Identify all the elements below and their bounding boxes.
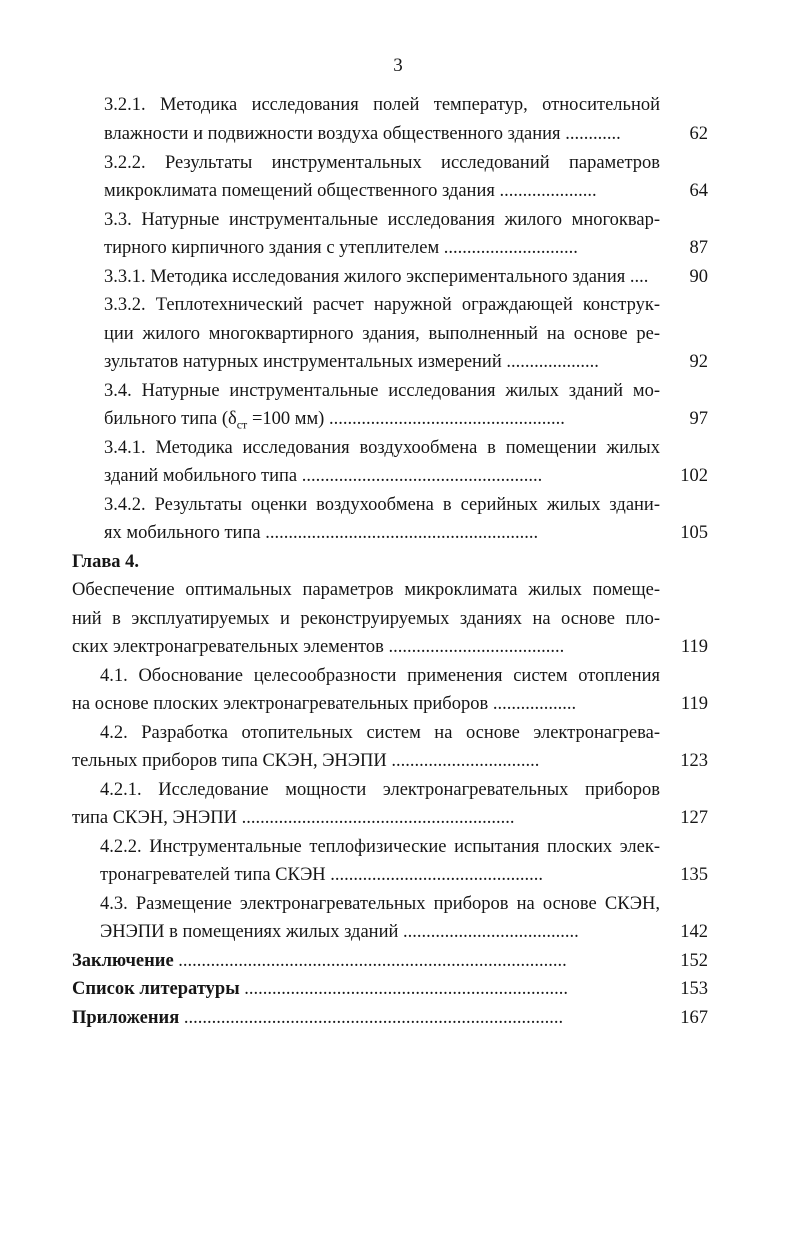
toc-page: 167 (680, 1008, 708, 1028)
toc-line-conclusion (72, 949, 567, 973)
toc-line: 3.4. Натурные инструментальные исследования жилых зданий мо- (104, 381, 660, 401)
toc-line: 3.4.1. Методика исследования воздухообмена в помещении жилых (104, 438, 660, 458)
toc-line: 4.1. Обоснование целесообразности применения систем отопления (100, 666, 660, 686)
toc-line: Обеспечение оптимальных параметров микроклимата жилых помеще- (72, 580, 660, 600)
toc-page: 127 (680, 808, 708, 828)
toc-line: 4.2. Разработка отопительных систем на основе электронагрева- (100, 723, 660, 743)
toc-line: тирного кирпичного здания с утеплителем ............................. (104, 238, 578, 258)
toc-page: 119 (680, 637, 708, 657)
toc-text: Список литературы (72, 979, 240, 999)
toc-line: влажности и подвижности воздуха общественного здания ............ (104, 124, 621, 144)
toc-text: бильного типа (δ (104, 409, 237, 429)
toc-line: микроклимата помещений общественного здания ..................... (104, 181, 597, 201)
toc-line: 3.2.1. Методика исследования полей температур, относительной (104, 95, 660, 115)
toc-line: ях мобильного типа ........................................................... (104, 523, 539, 543)
toc-line-references (72, 977, 568, 1001)
toc-page: 64 (689, 181, 708, 201)
toc-line: 3.2.2. Результаты инструментальных исследований параметров (104, 153, 660, 173)
toc-text: Приложения (72, 1008, 180, 1028)
toc-line: 4.2.2. Инструментальные теплофизические испытания плоских элек- (100, 837, 660, 857)
toc-page: 153 (680, 979, 708, 999)
toc-line-appendices (72, 1006, 563, 1030)
toc-page: 119 (680, 694, 708, 714)
toc-page: 123 (680, 751, 708, 771)
page-number: 3 (393, 55, 403, 76)
toc-page: 142 (680, 922, 708, 942)
toc-page: 90 (689, 267, 708, 287)
toc-page: 102 (680, 466, 708, 486)
toc-page: 92 (689, 352, 708, 372)
toc-page: 135 (680, 865, 708, 885)
toc-line: 4.3. Размещение электронагревательных приборов на основе СКЭН, (100, 894, 660, 914)
toc-line: на основе плоских электронагревательных приборов .................. (72, 694, 577, 714)
toc-line: 3.3. Натурные инструментальные исследования жилого многоквар- (104, 210, 660, 230)
toc-line: типа СКЭН, ЭНЭПИ ........................................................... (72, 808, 515, 828)
toc-line: 3.3.2. Теплотехнический расчет наружной ограждающей конструк- (104, 295, 660, 315)
toc-line: тронагревателей типа СКЭН .............................................. (100, 865, 544, 885)
toc-line: зданий мобильного типа .................................................... (104, 466, 543, 486)
toc-page: 97 (689, 409, 708, 429)
toc-page: 62 (689, 124, 708, 144)
toc-line: 4.2.1. Исследование мощности электронагревательных приборов (100, 780, 660, 800)
toc-line (104, 407, 565, 437)
toc-page: 87 (689, 238, 708, 258)
delta-subscript: ст (236, 417, 248, 432)
toc-line: ЭНЭПИ в помещениях жилых зданий ...................................... (100, 922, 579, 942)
toc-leader: .................................................................................... (173, 951, 567, 971)
toc-line: ний в эксплуатируемых и реконструируемых зданиях на основе пло- (72, 609, 660, 629)
chapter-heading: Глава 4. (72, 552, 140, 572)
toc-line: ских электронагревательных элементов ...................................... (72, 637, 565, 657)
toc-text: =100 мм) ................................................... (247, 409, 565, 429)
toc-line: ции жилого многоквартирного здания, выполненный на основе ре- (104, 324, 660, 344)
toc-line: зультатов натурных инструментальных измерений .................... (104, 352, 599, 372)
toc-line: тельных приборов типа СКЭН, ЭНЭПИ ................................ (72, 751, 540, 771)
toc-leader: .................................................................................. (179, 1008, 564, 1028)
toc-page: 105 (680, 523, 708, 543)
toc-page: 152 (680, 951, 708, 971)
toc-line: 3.4.2. Результаты оценки воздухообмена в серийных жилых здани- (104, 495, 660, 515)
toc-leader: ...................................................................... (239, 979, 569, 999)
toc-text: Заключение (72, 951, 174, 971)
toc-line: 3.3.1. Методика исследования жилого экспериментального здания .... (104, 267, 649, 287)
